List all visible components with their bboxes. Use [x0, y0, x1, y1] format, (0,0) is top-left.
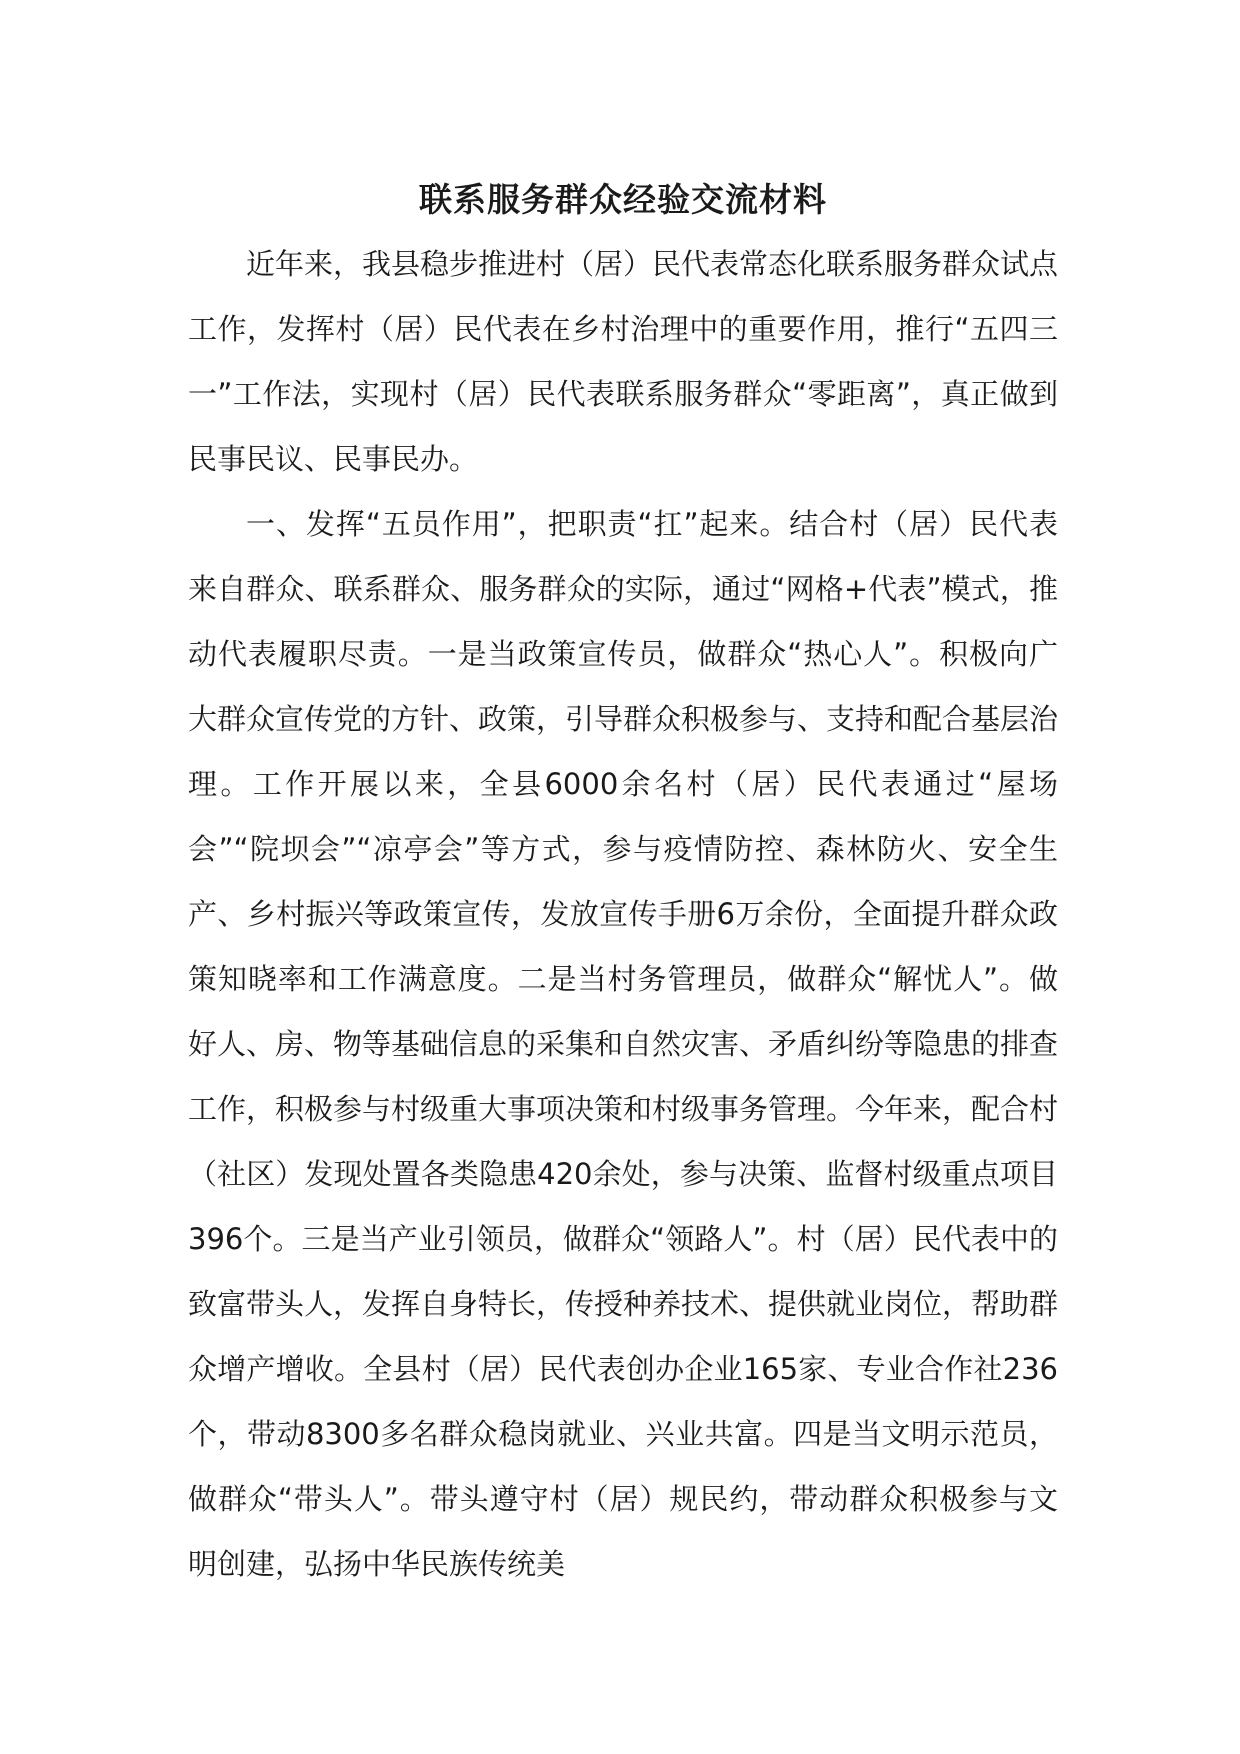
paragraph-section-one: 一、发挥“五员作用”，把职责“扛”起来。结合村（居）民代表来自群众、联系群众、服务群众的实际，通过“网格+代表”模式，推动代表履职尽责。一是当政策宣传员，做群众“热心人”。积极向广大群众宣传党的方针、政策，引导群众积极参与、支持和配合基层治理。工作开展以来，全县6000余名村（居）民代表通过“屋场会”“院坝会”“凉亭会”等方式，参与疫情防控、森林防火、安全生产、乡村振兴等政策宣传，发放宣传手册6万余份，全面提升群众政策知晓率和工作满意度。二是当村务管理员，做群众“解忧人”。做好人、房、物等基础信息的采集和自然灾害、矛盾纠纷等隐患的排查工作，积极参与村级重大事项决策和村级事务管理。今年来，配合村（社区）发现处置各类隐患420余处，参与决策、监督村级重点项目396个。三是当产业引领员，做群众“领路人”。村（居）民代表中的致富带头人，发挥自身特长，传授种养技术、提供就业岗位，帮助群众增产增收。全县村（居）民代表创办企业165家、专业合作社236个，带动8300多名群众稳岗就业、兴业共富。四是当文明示范员，做群众“带头人”。带头遵守村（居）规民约，带动群众积极参与文明创建，弘扬中华民族传统美: [188, 507, 1059, 1581]
document-page: [188, 170, 1058, 1597]
paragraph-intro: 近年来，我县稳步推进村（居）民代表常态化联系服务群众试点工作，发挥村（居）民代表在乡村治理中的重要作用，推行“五四三一”工作法，实现村（居）民代表联系服务群众“零距离”，真正做到民事民议、民事民办。: [188, 247, 1059, 476]
document-title: 联系服务群众经验交流材料: [419, 180, 827, 219]
